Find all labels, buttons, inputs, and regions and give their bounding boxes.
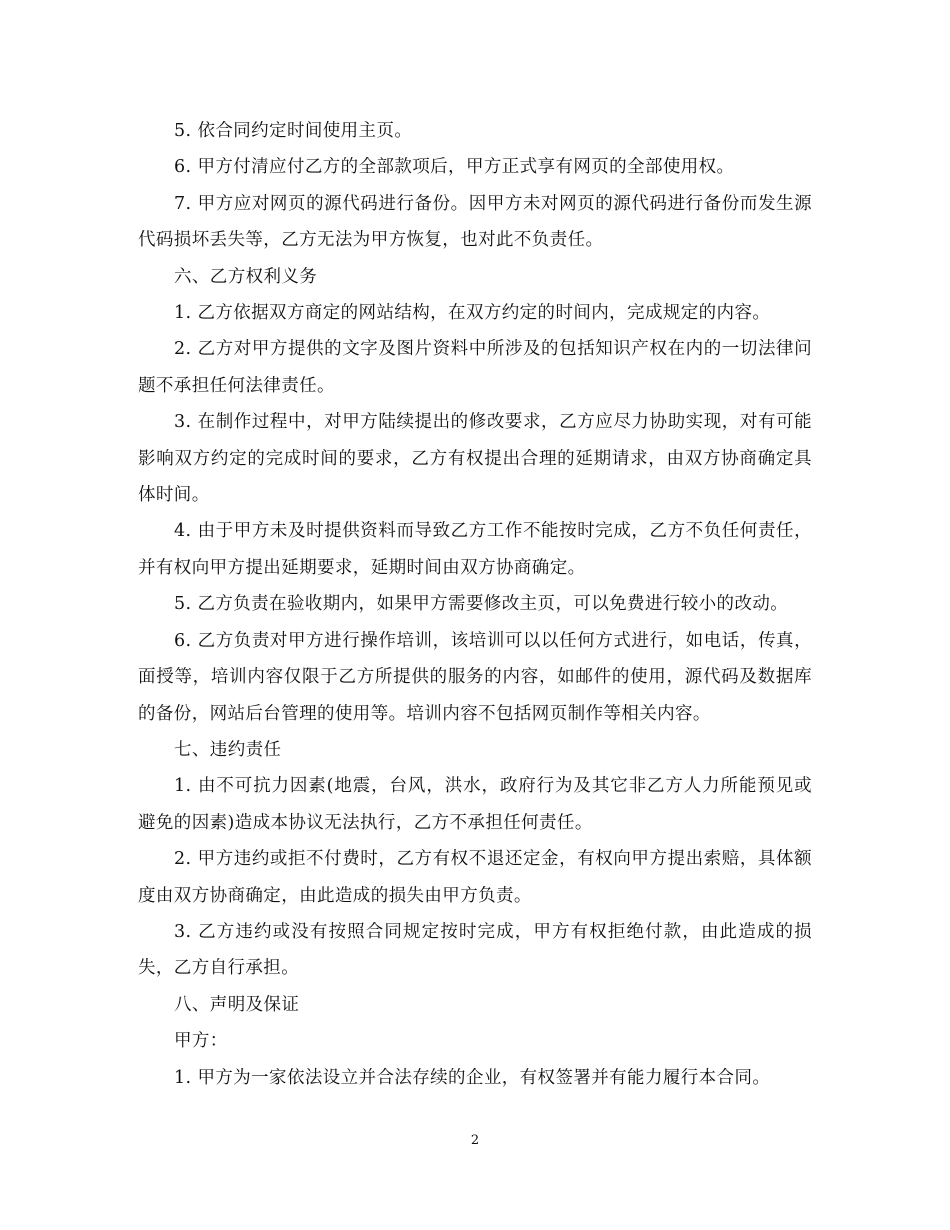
paragraph-six-4: 4. 由于甲方未及时提供资料而导致乙方工作不能按时完成，乙方不负任何责任，并有权向甲方提出延期要求，延期时间由双方协商确定。 bbox=[138, 521, 812, 578]
body-text bbox=[138, 113, 812, 1096]
page-number: 2 bbox=[470, 1133, 480, 1148]
section-heading-seven: 七、违约责任 bbox=[174, 739, 282, 760]
paragraph-item-6: 6. 甲方付清应付乙方的全部款项后，甲方正式享有网页的全部使用权。 bbox=[174, 157, 735, 178]
party-a-label: 甲方： bbox=[174, 1031, 228, 1052]
paragraph-seven-2: 2. 甲方违约或拒不付费时，乙方有权不退还定金，有权向甲方提出索赔，具体额度由双方协商确定，由此造成的损失由甲方负责。 bbox=[138, 849, 812, 906]
section-heading-six: 六、乙方权利义务 bbox=[174, 266, 318, 287]
paragraph-six-3: 3. 在制作过程中，对甲方陆续提出的修改要求，乙方应尽力协助实现，对有可能影响双方约定的完成时间的要求，乙方有权提出合理的延期请求，由双方协商确定具体时间。 bbox=[138, 412, 812, 506]
paragraph-six-2: 2. 乙方对甲方提供的文字及图片资料中所涉及的包括知识产权在内的一切法律问题不承担任何法律责任。 bbox=[138, 339, 812, 396]
paragraph-seven-3: 3. 乙方违约或没有按照合同规定按时完成，甲方有权拒绝付款，由此造成的损失，乙方自行承担。 bbox=[138, 921, 812, 979]
paragraph-six-6: 6. 乙方负责对甲方进行操作培训，该培训可以以任何方式进行，如电话，传真，面授等，培训内容仅限于乙方所提供的服务的内容，如邮件的使用，源代码及数据库的备份，网站后台管理的使用等。培训内容不包括网页制作等相关内容。 bbox=[138, 630, 812, 724]
paragraph-six-1: 1. 乙方依据双方商定的网站结构，在双方约定的时间内，完成规定的内容。 bbox=[174, 303, 771, 324]
paragraph-six-5: 5. 乙方负责在验收期内，如果甲方需要修改主页，可以免费进行较小的改动。 bbox=[174, 594, 789, 615]
paragraph-eight-1: 1. 甲方为一家依法设立并合法存续的企业，有权签署并有能力履行本合同。 bbox=[174, 1067, 771, 1088]
paragraph-seven-1: 1. 由不可抗力因素(地震，台风，洪水，政府行为及其它非乙方人力所能预见或避免的因素)造成本协议无法执行，乙方不承担任何责任。 bbox=[138, 776, 812, 833]
section-heading-eight: 八、声明及保证 bbox=[174, 994, 300, 1015]
paragraph-item-7: 7. 甲方应对网页的源代码进行备份。因甲方未对网页的源代码进行备份而发生源代码损坏丢失等，乙方无法为甲方恢复，也对此不负责任。 bbox=[138, 193, 812, 251]
paragraph-item-5: 5. 依合同约定时间使用主页。 bbox=[174, 121, 413, 141]
